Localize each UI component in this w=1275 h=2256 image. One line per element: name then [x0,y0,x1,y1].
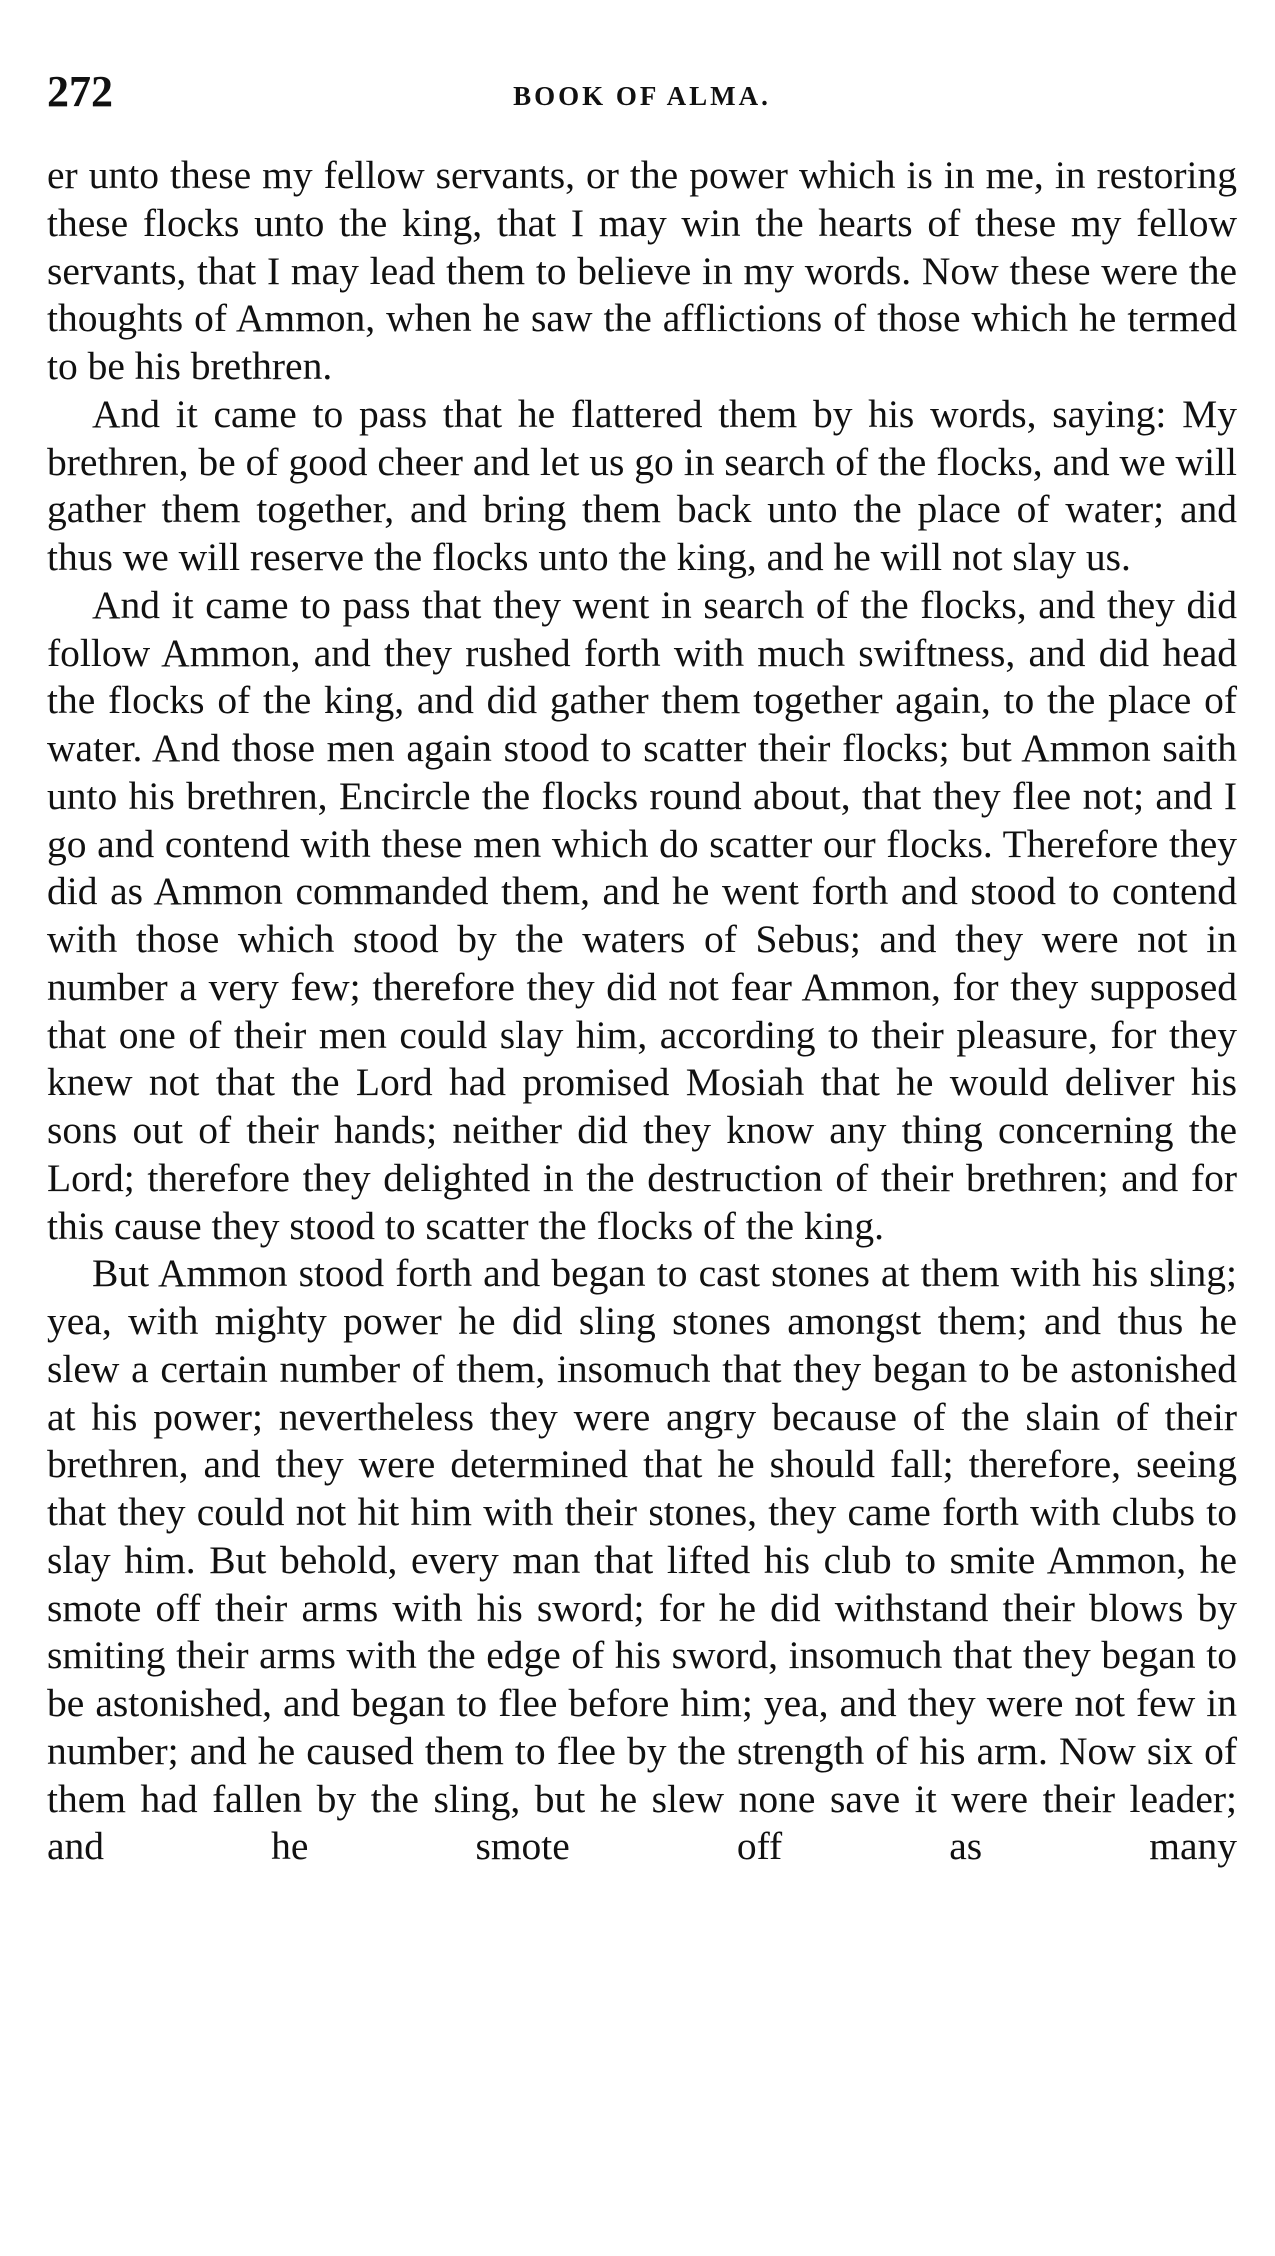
paragraph: And it came to pass that he flattered them by his words, saying: My brethren, be of good cheer and let us go in search of the flocks, and we will gather them together, and bring them back unto the place of water; and thus we will reserve the flocks unto the king, and he will not slay us. [47,391,1237,579]
body-text [47,152,1237,1871]
paragraph-continued: er unto these my fellow servants, or the power which is in me, in restoring these flocks unto the king, that I may win the hearts of these my fellow servants, that I may lead them to believe in my words. Now these were the thoughts of Ammon, when he saw the afflictions of those which he termed to be his brethren. [47,153,1237,388]
page-number: 272 [47,67,113,116]
paragraph: And it came to pass that they went in search of the flocks, and they did follow Ammon, and they rushed forth with much swiftness, and did head the flocks of the king, and did gather them together again, to the place of water. And those men again stood to scatter their flocks; but Ammon saith unto his brethren, Encircle the flocks round about, that they flee not; and I go and contend with these men which do scatter our flocks. Therefore they did as Ammon commanded them, and he went forth and stood to contend with those which stood by the waters of Sebus; and they were not in number a very few; therefore they did not fear Ammon, for they supposed that one of their men could slay him, according to their pleasure, for they knew not that the Lord had promised Mosiah that he would deliver his sons out of their hands; neither did they know any thing concerning the Lord; therefore they delighted in the destruction of their brethren; and for this cause they stood to scatter the flocks of the king. [47,582,1237,1248]
book-title: BOOK OF ALMA. [513,81,771,111]
running-head [47,62,1237,122]
paragraph: But Ammon stood forth and began to cast stones at them with his sling; yea, with mighty power he did sling stones amongst them; and thus he slew a certain number of them, insomuch that they began to be astonished at his power; nevertheless they were angry because of the slain of their brethren, and they were determined that he should fall; therefore, seeing that they could not hit him with their stones, they came forth with clubs to slay him. But behold, every man that lifted his club to smite Ammon, he smote off their arms with his sword; for he did withstand their blows by smiting their arms with the edge of his sword, insomuch that they began to be astonished, and began to flee before him; yea, and they were not few in number; and he caused them to flee by the strength of his arm. Now six of them had fallen by the sling, but he slew none save it were their leader; and he smote off as many [47,1251,1237,1869]
book-page [47,0,1237,2256]
